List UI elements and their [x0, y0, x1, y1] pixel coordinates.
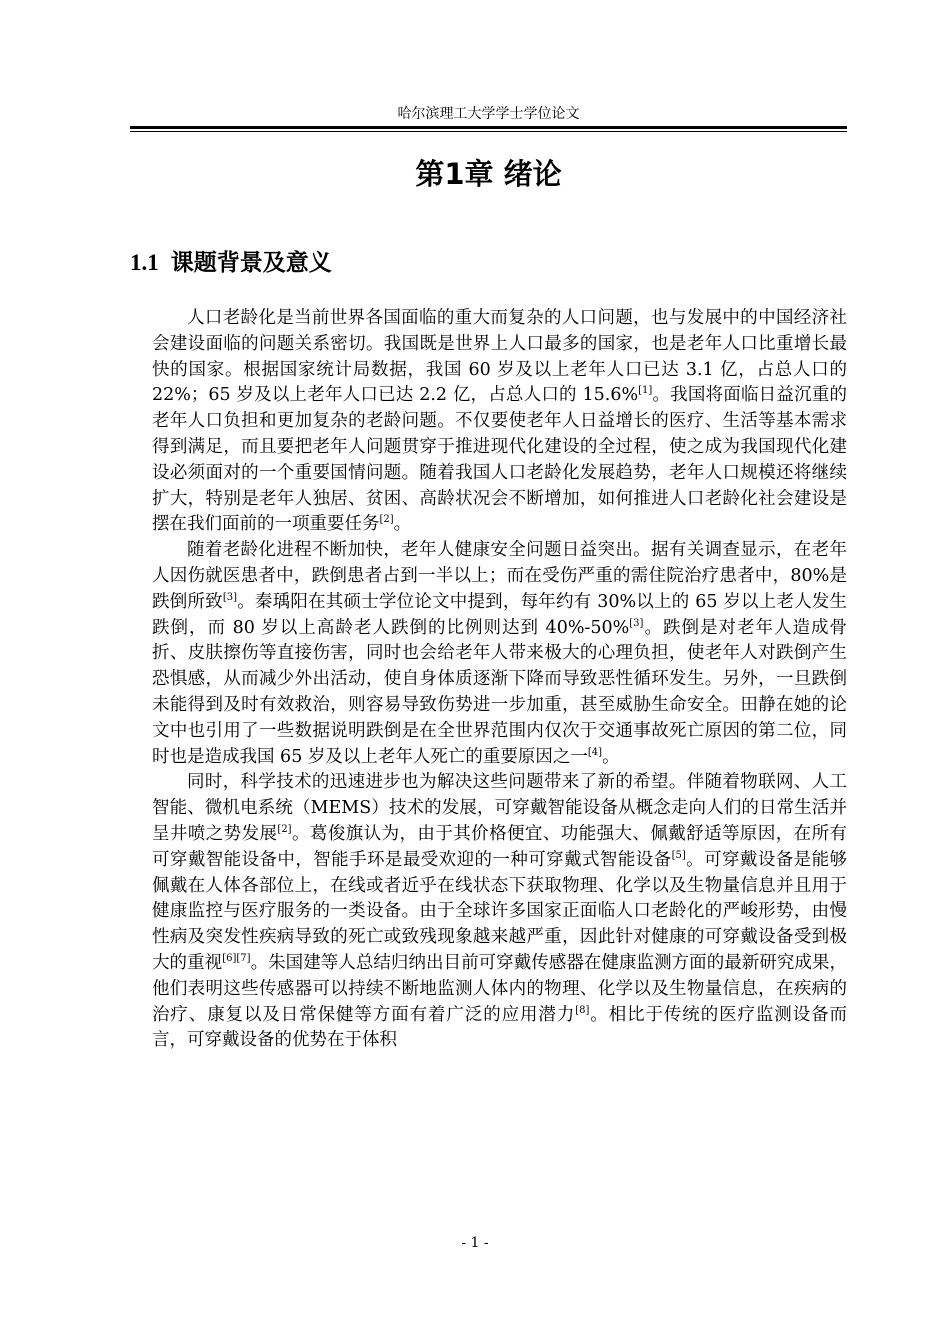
citation: [1] — [638, 385, 653, 397]
text-run: 。 — [602, 746, 620, 767]
body-text — [152, 306, 847, 1054]
paragraph — [152, 306, 847, 538]
citation: [5] — [671, 849, 686, 861]
chapter-title: 第1章 绪论 — [415, 157, 562, 191]
citation: [2] — [379, 514, 394, 526]
text-run: 人口老龄化是当前世界各国面临的重大而复杂的人口问题，也与发展中的中国经济社会建设面临的问题关系密切。我国既是世界上人口最多的国家，也是老年人口比重增长最快的国家。根据国家统计局数据，我国 60 岁及以上老年人口已达 3.1 亿，占总人口的 22%；65 岁及以上老年人口已达 2.2 亿，占总人口的 15.6% — [152, 308, 847, 406]
citation: [3] — [629, 617, 644, 629]
text-run: 。秦瑀阳在其硕士学位论文中提到，每年约有 30%以上的 65 岁以上老人发生跌倒，而 80 岁以上高龄老人跌倒的比例则达到 40%-50% — [152, 591, 847, 638]
paragraph — [152, 538, 847, 770]
section-number: 1.1 — [130, 250, 159, 275]
section-heading — [130, 246, 332, 280]
text-run: 随着老龄化进程不断加快，老年人健康安全问题日益突出。据有关调查显示，在老年人因伤就医患者中，跌倒患者占到一半以上；而在受伤严重的需住院治疗患者中，80%是跌倒所致 — [152, 540, 847, 612]
citation: [4] — [587, 746, 603, 758]
citation: [6][7] — [222, 953, 251, 965]
page-number: - 1 - — [461, 1235, 489, 1251]
text-run: 。朱国建等人总结归纳出目前可穿戴传感器在健康监测方面的最新研究成果，他们表明这些传感器可以持续不断地监测人体内的物理、化学以及生物量信息，在疾病的治疗、康复以及日常保健等方面有着广泛的应用潜力 — [152, 952, 848, 1025]
header-rule-thick — [130, 126, 847, 129]
running-header: 哈尔滨理工大学学士学位论文 — [397, 106, 580, 122]
text-run: 。跌倒是对老年人造成骨折、皮肤擦伤等直接伤害，同时也会给老年人带来极大的心理负担，使老年人对跌倒产生恐惧感，从而减少外出活动，使自身体质逐渐下降而导致恶性循环发生。另外，一旦跌倒未能得到及时有效救治，则容易导致伤势进一步加重，甚至威胁生命安全。田静在她的论文中也引用了一些数据说明跌倒是在全世界范围内仅次于交通事故死亡原因的第二位，同时也是造成我国 65 岁及以上老年人死亡的重要原因之一 — [152, 617, 847, 767]
header-rule-thin — [130, 131, 847, 132]
text-run: 。我国将面临日益沉重的老年人口负担和更加复杂的老龄问题。不仅要使老年人日益增长的医疗、生活等基本需求得到满足，而且要把老年人问题贯穿于推进现代化建设的全过程，使之成为我国现代化建设必须面对的一个重要国情问题。随着我国人口老龄化发展趋势，老年人口规模还将继续扩大，特别是老年人独居、贫困、高龄状况会不断增加，如何推进人口老龄化社会建设是摆在我们面前的一项重要任务 — [152, 385, 847, 535]
text-run: 。葛俊旗认为，由于其价格便宜、功能强大、佩戴舒适等原因，在所有可穿戴智能设备中，智能手环是最受欢迎的一种可穿戴式智能设备 — [152, 823, 848, 870]
text-run: 同时，科学技术的迅速进步也为解决这些问题带来了新的希望。伴随着物联网、人工智能、微机电系统（MEMS）技术的发展，可穿戴智能设备从概念走向人们的日常生活并呈井喷之势发展 — [152, 772, 847, 844]
citation: [8] — [575, 1004, 590, 1016]
text-run: 。可穿戴设备是能够佩戴在人体各部位上，在线或者近乎在线状态下获取物理、化学以及生物量信息并且用于健康监控与医疗服务的一类设备。由于全球许多国家正面临人口老龄化的严峻形势，由慢性病及突发性疾病导致的死亡或致残现象越来越严重，因此针对健康的可穿戴设备受到极大的重视 — [152, 849, 847, 973]
citation: [3] — [222, 591, 238, 603]
text-run: 。 — [393, 514, 412, 535]
text-run: 。相比于传统的医疗监测设备而言，可穿戴设备的优势在于体积 — [152, 1004, 848, 1051]
citation: [2] — [277, 824, 292, 836]
paragraph — [152, 770, 847, 1054]
section-title: 课题背景及意义 — [170, 250, 332, 276]
